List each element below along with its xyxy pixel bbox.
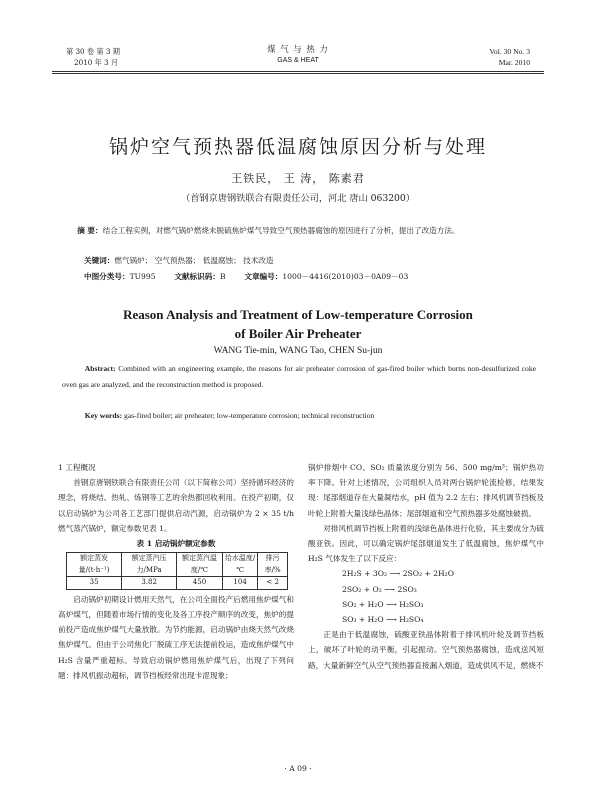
table-cell: 104 <box>222 577 257 590</box>
table-header-row <box>67 553 288 577</box>
equation: SO₃ + H₂O ⟶ H₂SO₄ <box>342 615 424 625</box>
paragraph: 对排风机调节挡板上附着的浅绿色晶体进行化验，其主要成分为硫酸亚铁。因此，可以确定锅炉尾部烟道发生了低温腐蚀，焦炉煤气中 H₂S 气体发生了以下反应： <box>308 523 544 564</box>
paper-title-cn: 锅炉空气预热器低温腐蚀原因分析与处理 <box>108 136 487 158</box>
classification-line <box>84 270 408 284</box>
table-cell: < 2 <box>258 577 288 590</box>
table-cell: 35 <box>67 577 122 590</box>
table-header-cell: 额定蒸汽压力/MPa <box>122 553 177 577</box>
table-header-cell: 额定蒸发量/(t·h⁻¹) <box>67 553 122 577</box>
journal-name-en: GAS & HEAT <box>277 57 319 64</box>
table-header-cell: 额定蒸汽温度/℃ <box>177 553 223 577</box>
rated-parameters-table <box>66 552 288 590</box>
equation: 2H₂S + 3O₂ ⟶ 2SO₂ + 2H₂O <box>342 569 454 579</box>
article-id-label: 文章编号： <box>244 272 283 281</box>
doc-code-label: 文献标识码： <box>174 272 220 281</box>
section-heading-1: 1 工程概况 <box>58 463 96 472</box>
page-number: · A 09 · <box>284 764 312 773</box>
abstract-cn <box>62 224 536 238</box>
paragraph: 正是由于低温腐蚀，硫酸亚铁晶体附着于排风机叶轮及调节挡板上，破坏了叶轮的动平衡，引起振动。空气预热器腐蚀，造成送风短路，大量新鲜空气从空气预热器直接漏入烟道，造成供风不足，燃烧不 <box>308 630 544 670</box>
authors-cn: 王铁民， 王 涛， 陈素君 <box>231 172 365 185</box>
equation: SO₂ + H₂O ⟶ H₂SO₃ <box>342 599 424 609</box>
issue-date-en: Mar. 2010 <box>498 58 530 67</box>
keywords-en-label: Key words: <box>84 411 123 420</box>
body-column-left <box>58 460 294 683</box>
article-id-value: 1000－4416(2010)03－0A09－03 <box>282 272 409 281</box>
header-rule-top <box>52 71 544 72</box>
table-cell: 450 <box>177 577 223 590</box>
table-header-cell: 给水温度/℃ <box>222 553 257 577</box>
paragraph: 启动锅炉初期设计燃用天然气，在公司全面投产后燃用焦炉煤气和高炉煤气，但随着市场行情的变化及各工序投产顺序的改变，焦炉的提前投产造成焦炉煤气大量放散。为节约能源，启动锅炉由烧天然气改烧焦炉煤气。但由于公司焦化厂脱硫工序无法提前投运，造成焦炉煤气中 H₂S 含量严重超标。导致启动锅炉燃用焦炉煤气后，出现了下列问题：排风机振动超标，调节挡板经常出现卡涩现象； <box>58 594 294 680</box>
keywords-en <box>62 408 536 424</box>
running-header-right <box>489 46 530 68</box>
journal-name-cn: 煤 气 与 热 力 <box>267 44 329 54</box>
paragraph-continued: 锅炉排烟中 CO、SO₂ 质量浓度分别为 56、500 mg/m³；锅炉热功率下降。针对上述情况，公司组织人员对两台锅炉轮流检修，结果发现：尾部烟道存在大量凝结水，pH 值为 2.2 左右；排风机调节挡板及叶轮上附着大量浅绿色晶体；尾部烟道和空气预热器多处腐蚀破损。 <box>308 463 544 518</box>
volume-issue-en: Vol. 30 No. 3 <box>489 47 530 56</box>
paragraph: 首钢京唐钢铁联合有限责任公司（以下简称公司）坚持循环经济的理念，将烧结、热轧、炼钢等工艺的余热都回收利用。在投产初期，仅以启动锅炉为公司各工艺部门提供启动汽源，启动锅炉为 2 × 35 t/h 燃气蒸汽锅炉，额定参数见表 1。 <box>58 478 294 533</box>
body-column-right <box>308 460 544 673</box>
equation: 2SO₂ + O₂ ⟶ 2SO₃ <box>342 584 417 594</box>
header-rule-bottom <box>52 73 544 74</box>
table-header-cell: 排污率/% <box>258 553 288 577</box>
authors-en: WANG Tie-min, WANG Tao, CHEN Su-jun <box>213 346 383 356</box>
abstract-en-text: Combined with an engineering example, the reasons for air preheater corrosion of gas-fired boiler which burns non-desulfurized coke oven gas are analyzed, and the reconstruction method is proposed. <box>62 364 536 389</box>
keywords-en-text: gas-fired boiler; air preheater; low-temperature corrosion; technical reconstruction <box>124 411 375 420</box>
abstract-en-label: Abstract: <box>84 364 116 373</box>
clc-value: TU995 <box>129 272 156 281</box>
keywords-cn <box>84 254 274 268</box>
issue-date: 2010 年 3 月 <box>74 58 119 67</box>
abstract-cn-label: 摘 要： <box>77 226 103 235</box>
volume-issue: 第 30 卷 第 3 期 <box>66 47 120 56</box>
abstract-cn-text: 结合工程实例，对燃气锅炉燃烧未脱硫焦炉煤气导致空气预热器腐蚀的原因进行了分析，提出了改造方法。 <box>102 226 460 235</box>
keywords-cn-text: 燃气锅炉； 空气预热器； 低温腐蚀； 技术改造 <box>114 256 274 265</box>
paper-title-en-line2: of Boiler Air Preheater <box>234 326 362 341</box>
affiliation-cn: （首钢京唐钢铁联合有限责任公司，河北 唐山 063200） <box>181 193 415 204</box>
keywords-cn-label: 关键词： <box>84 256 115 265</box>
doc-code-value: B <box>219 272 226 281</box>
table-caption: 表 1 启动锅炉额定参数 <box>136 539 216 549</box>
paper-title-en-line1: Reason Analysis and Treatment of Low-temperature Corrosion <box>123 307 473 322</box>
clc-label: 中图分类号： <box>84 272 130 281</box>
abstract-en <box>62 361 536 393</box>
table-row <box>67 577 288 590</box>
table-cell: 3.82 <box>122 577 177 590</box>
paper-title-en <box>0 305 596 343</box>
